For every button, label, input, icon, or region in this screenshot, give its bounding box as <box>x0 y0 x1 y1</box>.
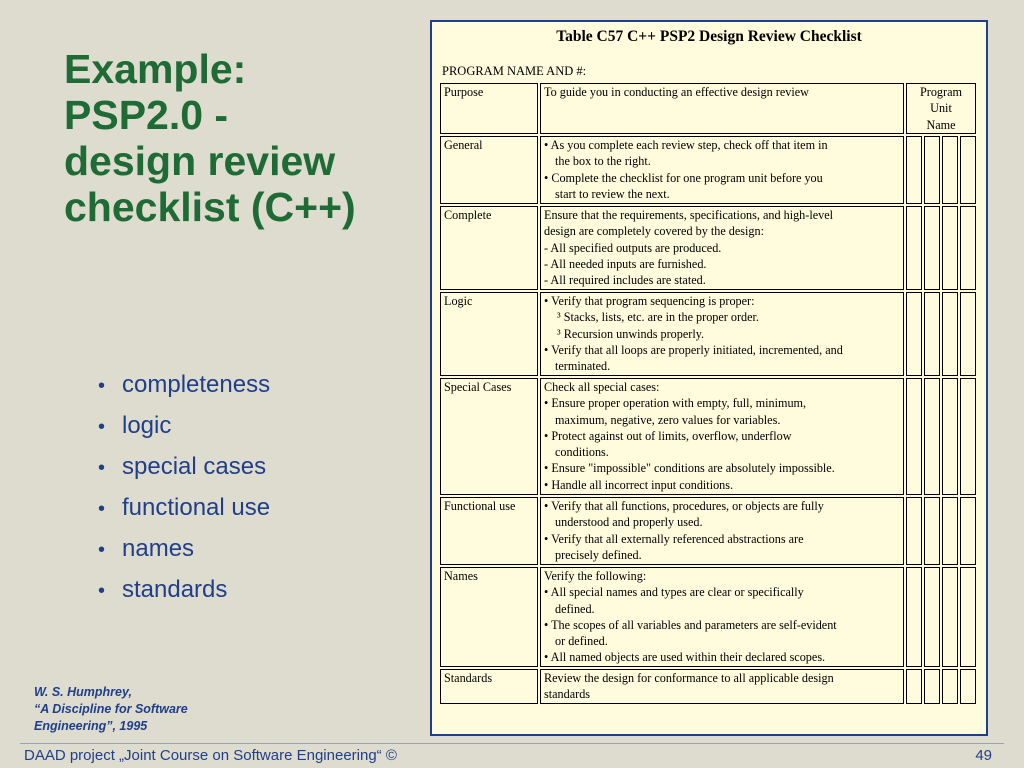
bullet-icon: • <box>98 498 106 520</box>
check-box[interactable] <box>924 206 940 290</box>
check-box[interactable] <box>906 292 922 376</box>
row-label: Logic <box>440 292 538 376</box>
checklist-row-special-cases <box>440 378 976 495</box>
title-line: checklist (C++) <box>64 184 356 230</box>
check-box[interactable] <box>906 497 922 565</box>
check-box[interactable] <box>960 136 976 204</box>
bullet-icon: • <box>98 580 106 602</box>
slide-title <box>64 46 414 230</box>
bullet-item <box>98 449 270 490</box>
program-unit-line: Name <box>926 117 956 132</box>
row-label: Names <box>440 567 538 667</box>
title-line: Example: <box>64 46 247 92</box>
check-box[interactable] <box>924 497 940 565</box>
bullet-icon: • <box>98 539 106 561</box>
bullet-text: standards <box>122 576 228 603</box>
bullet-icon: • <box>98 416 106 438</box>
check-box[interactable] <box>906 378 922 495</box>
design-review-checklist <box>430 20 988 736</box>
check-box[interactable] <box>924 136 940 204</box>
check-box[interactable] <box>960 567 976 667</box>
check-box[interactable] <box>942 378 958 495</box>
checklist-row-logic <box>440 292 976 376</box>
check-box[interactable] <box>960 206 976 290</box>
row-label: Special Cases <box>440 378 538 495</box>
checklist-row-names <box>440 567 976 667</box>
check-box[interactable] <box>942 669 958 704</box>
title-line: PSP2.0 - <box>64 92 229 138</box>
bullet-text: names <box>122 535 195 562</box>
program-unit-line: Program <box>920 85 962 99</box>
row-description: Verify the following: • All special names and types are clear or specifically defined. • The scopes of all variables and parameters are self-evident or defined. • All named objects are used within their declared scopes. <box>540 567 904 667</box>
bullet-item <box>98 531 270 572</box>
program-unit-line: Unit <box>930 101 952 116</box>
bullet-item <box>98 408 270 449</box>
check-box[interactable] <box>960 378 976 495</box>
checklist-table <box>438 81 978 706</box>
bullet-text: functional use <box>122 494 271 521</box>
header-row <box>440 83 976 134</box>
purpose-label: Purpose <box>440 83 538 134</box>
checklist-row-complete <box>440 206 976 290</box>
checklist-title: Table C57 C++ PSP2 Design Review Checklist <box>556 28 862 45</box>
citation-line: W. S. Humphrey, <box>34 685 132 699</box>
check-box[interactable] <box>906 136 922 204</box>
check-box[interactable] <box>960 292 976 376</box>
footer-text: DAAD project „Joint Course on Software Engineering“ © <box>24 747 397 764</box>
check-box[interactable] <box>906 206 922 290</box>
check-box[interactable] <box>906 669 922 704</box>
check-box[interactable] <box>942 292 958 376</box>
row-label: Complete <box>440 206 538 290</box>
page-number: 49 <box>975 747 992 764</box>
check-box[interactable] <box>942 497 958 565</box>
check-box[interactable] <box>942 206 958 290</box>
program-name-label: PROGRAM NAME AND #: <box>442 64 587 78</box>
citation-line: Engineering”, 1995 <box>34 719 148 733</box>
checklist-row-general <box>440 136 976 204</box>
row-label: Standards <box>440 669 538 704</box>
check-box[interactable] <box>942 567 958 667</box>
citation-line: “A Discipline for Software <box>34 702 188 716</box>
bullet-item <box>98 367 270 408</box>
check-box[interactable] <box>924 292 940 376</box>
bullet-text: completeness <box>122 371 271 398</box>
row-description: • Verify that all functions, procedures, or objects are fully understood and properly used. • Verify that all externally referenced abstractions are precisely defined. <box>540 497 904 565</box>
topic-bullet-list <box>98 367 270 613</box>
bullet-text: logic <box>122 412 172 439</box>
row-description: Ensure that the requirements, specifications, and high-level design are completely covered by the design: - All specified outputs are produced. - All needed inputs are furnished. - All required includes are stated. <box>540 206 904 290</box>
program-unit-name-header <box>906 83 976 134</box>
row-description: Check all special cases: • Ensure proper operation with empty, full, minimum, maximum, negative, zero values for variables. • Protect against out of limits, overflow, underflow conditions. • Ensure "impossible" conditions are absolutely impossible. • Handle all incorrect input conditions. <box>540 378 904 495</box>
checklist-row-standards <box>440 669 976 704</box>
check-box[interactable] <box>960 497 976 565</box>
checklist-row-functional-use <box>440 497 976 565</box>
row-description: Review the design for conformance to all applicable design standards <box>540 669 904 704</box>
bullet-text: special cases <box>122 453 267 480</box>
bullet-icon: • <box>98 457 106 479</box>
bullet-icon: • <box>98 375 106 397</box>
title-line: design review <box>64 138 336 184</box>
row-description: • Verify that program sequencing is proper: ³ Stacks, lists, etc. are in the proper order. ³ Recursion unwinds properly. • Verify that all loops are properly initiated, incremented, and terminated. <box>540 292 904 376</box>
check-box[interactable] <box>960 669 976 704</box>
check-box[interactable] <box>924 669 940 704</box>
bullet-item <box>98 490 270 531</box>
row-description: • As you complete each review step, check off that item in the box to the right. • Complete the checklist for one program unit before you start to review the next. <box>540 136 904 204</box>
bullet-item <box>98 572 270 613</box>
footer-divider <box>20 743 1004 744</box>
row-label: Functional use <box>440 497 538 565</box>
check-box[interactable] <box>924 567 940 667</box>
check-box[interactable] <box>942 136 958 204</box>
check-box[interactable] <box>906 567 922 667</box>
purpose-text: To guide you in conducting an effective design review <box>540 83 904 134</box>
row-label: General <box>440 136 538 204</box>
citation <box>34 684 188 735</box>
check-box[interactable] <box>924 378 940 495</box>
